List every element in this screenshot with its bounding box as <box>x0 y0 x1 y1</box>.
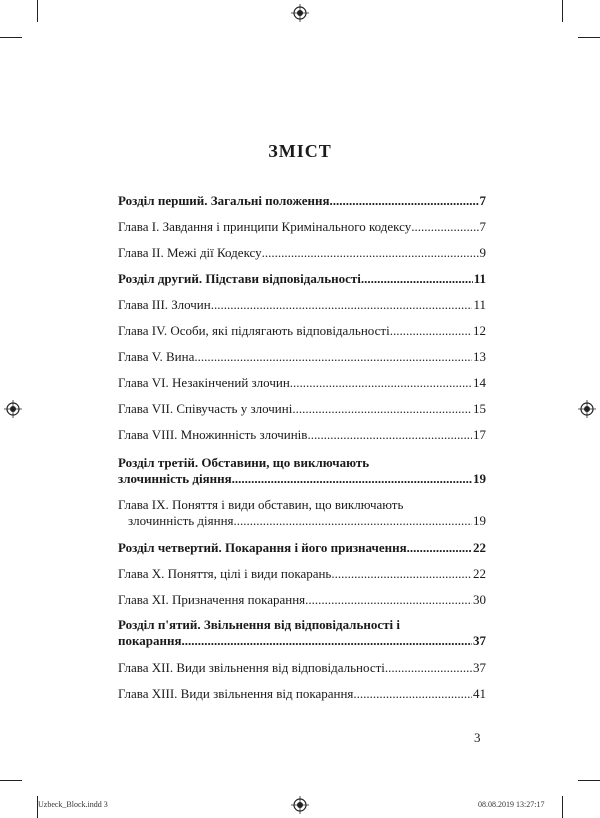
dot-leader <box>292 401 472 417</box>
toc-entry-title: Глава X. Поняття, цілі і види покарань <box>118 566 332 581</box>
toc-entry <box>118 297 486 313</box>
registration-mark-icon <box>291 796 309 814</box>
crop-mark <box>562 796 563 818</box>
toc-entry <box>118 592 486 608</box>
dot-leader <box>234 513 472 529</box>
dot-leader <box>232 471 472 487</box>
toc-entry-title: Глава I. Завдання і принципи Кримінального кодексу <box>118 219 412 234</box>
toc-entry <box>118 245 486 261</box>
toc-entry-page: 37 <box>473 660 486 675</box>
toc-entry-title-line1: Розділ п'ятий. Звільнення від відповідальності і <box>118 617 400 632</box>
toc-entry-page: 17 <box>473 427 486 442</box>
crop-mark <box>37 0 38 22</box>
toc-entry <box>118 617 486 649</box>
toc-entry-title: Розділ перший. Загальні положення <box>118 193 330 208</box>
dot-leader <box>211 297 473 313</box>
toc-entry-title: Глава XI. Призначення покарання <box>118 592 306 607</box>
toc-entry-page: 12 <box>473 323 486 338</box>
dot-leader <box>353 686 472 702</box>
toc-entry-title: злочинність діяння <box>128 513 234 528</box>
page-number: 3 <box>474 730 481 745</box>
toc-entry-title: Розділ четвертий. Покарання і його призначення <box>118 540 407 555</box>
toc-entry-page: 7 <box>479 219 486 234</box>
toc-entry-title: Глава II. Межі дії Кодексу <box>118 245 262 260</box>
toc-entry <box>118 427 486 443</box>
toc-entry <box>118 271 486 287</box>
crop-mark <box>578 37 600 38</box>
toc-entry <box>118 193 486 209</box>
toc-entry-page: 19 <box>473 471 486 486</box>
toc-entry-title: злочинність діяння <box>118 471 232 486</box>
toc-entry <box>118 375 486 391</box>
toc-entry <box>118 401 486 417</box>
toc-entry-page: 41 <box>473 686 486 701</box>
toc-entry-title: Глава III. Злочин <box>118 297 211 312</box>
toc-entry-page: 7 <box>479 193 486 208</box>
page-title: ЗМІСТ <box>268 141 332 161</box>
toc-entry <box>118 219 486 235</box>
toc-entry-page: 13 <box>473 349 486 364</box>
slug-filename: Uzbeck_Block.indd 3 <box>38 800 108 809</box>
dot-leader <box>182 633 472 649</box>
toc-entry-page: 15 <box>473 401 486 416</box>
toc-entry-page: 30 <box>473 592 486 607</box>
dot-leader <box>411 219 478 235</box>
toc-entry-title: Розділ другий. Підстави відповідальності <box>118 271 361 286</box>
dot-leader <box>385 660 472 676</box>
dot-leader <box>390 323 472 339</box>
crop-mark <box>0 37 22 38</box>
toc-entry-title: Глава XII. Види звільнення від відповідальності <box>118 660 385 675</box>
toc-entry-title: Глава V. Вина <box>118 349 195 364</box>
toc-entry-title: Глава IV. Особи, які підлягають відповідальності <box>118 323 390 338</box>
toc-entry-page: 37 <box>473 633 486 648</box>
dot-leader <box>262 245 479 261</box>
toc-entry-title-line1: Глава IX. Поняття і види обставин, що виключають <box>118 497 404 512</box>
toc-entry <box>118 660 486 676</box>
toc-entry-page: 11 <box>473 297 486 312</box>
toc-entry-title: Глава VI. Незакінчений злочин <box>118 375 290 390</box>
toc-entry <box>118 566 486 582</box>
toc-entry-page: 19 <box>473 513 486 528</box>
crop-mark <box>578 780 600 781</box>
dot-leader <box>331 566 472 582</box>
registration-mark-icon <box>291 4 309 22</box>
toc-entry-page: 22 <box>473 540 486 555</box>
toc-entry <box>118 540 486 556</box>
toc-entry-title: Глава XIII. Види звільнення від покарання <box>118 686 354 701</box>
registration-mark-icon <box>4 400 22 418</box>
toc-entry <box>118 323 486 339</box>
toc-entry-title-line1: Розділ третій. Обставини, що виключають <box>118 455 370 470</box>
crop-mark <box>0 780 22 781</box>
toc-entry <box>118 455 486 487</box>
toc-entry-title: Глава VIII. Множинність злочинів <box>118 427 308 442</box>
dot-leader <box>290 375 472 391</box>
dot-leader <box>305 592 472 608</box>
dot-leader <box>361 271 473 287</box>
dot-leader <box>330 193 479 209</box>
toc-entry-page: 14 <box>473 375 486 390</box>
registration-mark-icon <box>578 400 596 418</box>
dot-leader <box>194 349 472 365</box>
toc-entry <box>118 497 486 529</box>
slug-datetime: 08.08.2019 13:27:17 <box>478 800 545 809</box>
dot-leader <box>407 540 472 556</box>
toc-entry <box>118 686 486 702</box>
dot-leader <box>307 427 472 443</box>
toc-entry-page: 9 <box>479 245 486 260</box>
toc-entry-page: 11 <box>473 271 486 286</box>
toc-entry-title: покарання <box>118 633 182 648</box>
toc-entry-title: Глава VII. Співучасть у злочині <box>118 401 293 416</box>
toc-entry <box>118 349 486 365</box>
crop-mark <box>562 0 563 22</box>
toc-entry-page: 22 <box>473 566 486 581</box>
